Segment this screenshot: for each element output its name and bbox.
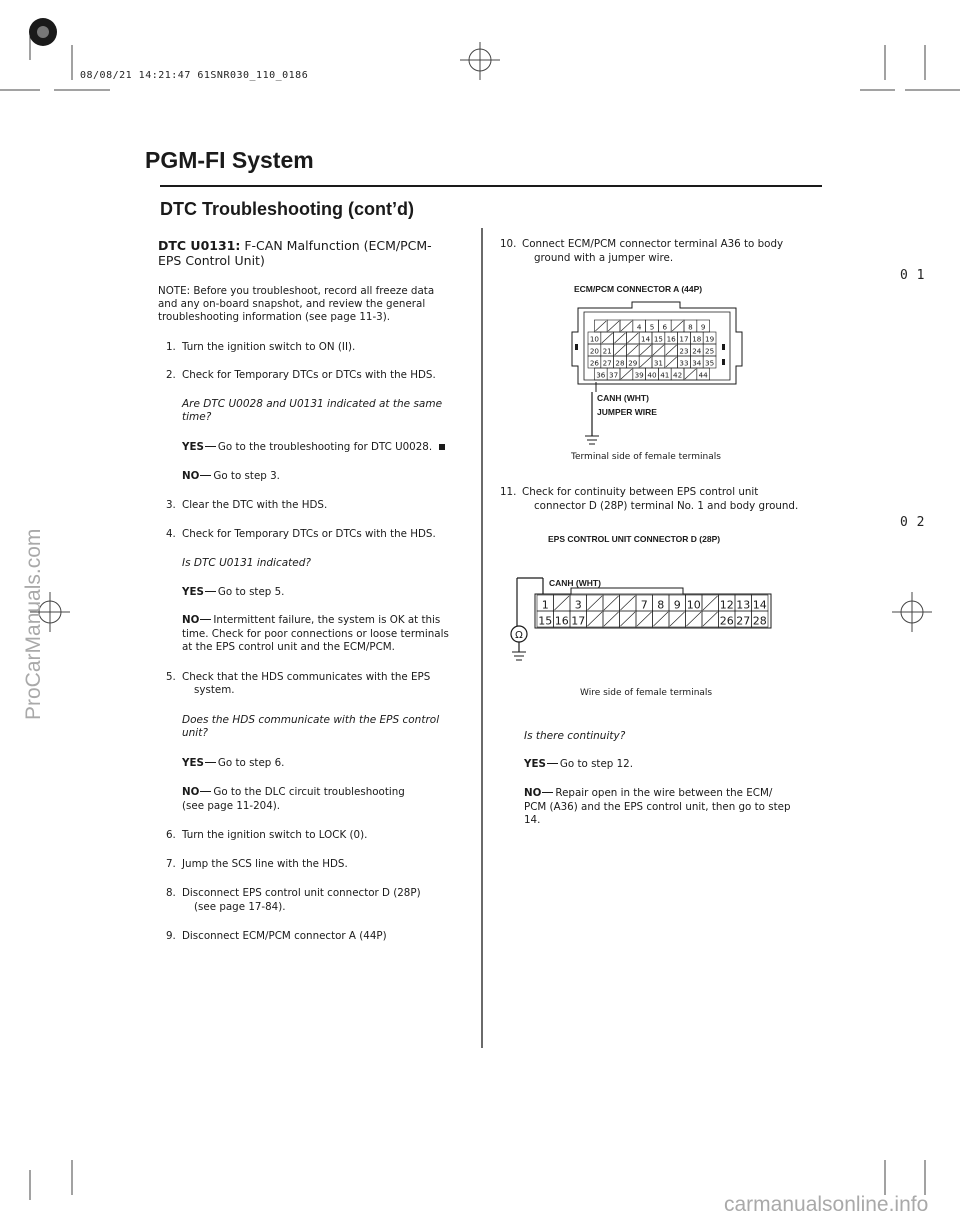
- step-8-number: 8.: [166, 887, 176, 899]
- ecm-terminal-terminal-label: 23: [679, 346, 689, 356]
- step-11-no-text-line2: PCM (A36) and the EPS control unit, then go to step: [524, 801, 791, 813]
- eps-terminal-unused-terminal: [654, 612, 669, 626]
- step-6-text: Turn the ignition switch to LOCK (0).: [182, 829, 368, 841]
- note-line1: NOTE: Before you troubleshoot, record all freeze data: [158, 285, 435, 297]
- ecm-terminal-terminal-label: 29: [628, 358, 638, 368]
- eps-terminal-terminal-label: 15: [538, 614, 553, 628]
- step-5-no-text-line1: Go to the DLC circuit troubleshooting: [213, 786, 405, 798]
- step-2-no-text: Go to step 3.: [213, 470, 280, 482]
- eps-terminal-unused-terminal: [555, 596, 570, 610]
- eps-connector-title: EPS CONTROL UNIT CONNECTOR D (28P): [548, 534, 721, 544]
- step-7-text: Jump the SCS line with the HDS.: [182, 858, 348, 870]
- ecm-terminal-unused-terminal: [653, 345, 664, 355]
- step-11-number: 11.: [500, 486, 517, 498]
- step-3-number: 3.: [166, 499, 176, 511]
- step-11-yes-answer: [524, 758, 633, 772]
- ecm-caption: Terminal side of female terminals: [571, 452, 721, 462]
- eps-terminal-terminal-label: 8: [657, 598, 665, 612]
- eps-terminal-terminal-label: 16: [554, 614, 569, 628]
- section-subtitle: DTC Troubleshooting (cont’d): [160, 199, 414, 219]
- ecm-terminal-terminal-label: 34: [692, 358, 702, 368]
- dtc-description-line1: F-CAN Malfunction (ECM/PCM-: [244, 238, 432, 253]
- ecm-terminal-unused-terminal: [666, 357, 677, 367]
- ecm-terminal-terminal-label: 44: [698, 370, 708, 380]
- step-4-no-text-line1: Intermittent failure, the system is OK at this: [213, 614, 441, 626]
- step-5-text-line2: system.: [194, 684, 235, 696]
- step-10-text-line2: ground with a jumper wire.: [534, 252, 674, 264]
- eps-terminal-unused-terminal: [637, 612, 652, 626]
- eps-terminal-unused-terminal: [703, 596, 718, 610]
- step-1-text: Turn the ignition switch to ON (II).: [182, 341, 356, 353]
- note-line2: and any on-board snapshot, and review the general: [158, 298, 426, 310]
- step-11-no-text-line1: Repair open in the wire between the ECM/: [555, 787, 773, 799]
- step-11-text-line2: connector D (28P) terminal No. 1 and body ground.: [534, 500, 799, 512]
- step-10-number: 10.: [500, 238, 517, 250]
- ecm-connector-diagram: [570, 296, 750, 448]
- step-11-text-line1: Check for continuity between EPS control unit: [522, 486, 759, 498]
- step-5-no-answer: [182, 786, 405, 800]
- eps-terminal-unused-terminal: [588, 612, 603, 626]
- note-line3: troubleshooting information (see page 11-3).: [158, 311, 391, 323]
- ecm-terminal-unused-terminal: [595, 321, 606, 331]
- dtc-code: DTC U0131:: [158, 238, 241, 253]
- no-label: NO: [182, 614, 200, 626]
- eps-terminal-unused-terminal: [703, 612, 718, 626]
- yes-label: YES: [182, 441, 204, 453]
- step-3-text: Clear the DTC with the HDS.: [182, 499, 328, 511]
- yes-label: YES: [182, 586, 204, 598]
- end-mark-icon: [439, 444, 445, 450]
- ecm-terminal-unused-terminal: [615, 333, 626, 343]
- step-5-question-line1: Does the HDS communicate with the EPS control: [182, 714, 440, 726]
- yes-label: YES: [524, 758, 546, 770]
- ecm-terminal-terminal-label: 28: [615, 358, 625, 368]
- ecm-terminal-unused-terminal: [627, 333, 638, 343]
- eps-terminal-terminal-label: 10: [686, 598, 701, 612]
- ecm-terminal-unused-terminal: [621, 321, 632, 331]
- ecm-terminal-terminal-label: 41: [660, 370, 670, 380]
- no-label: NO: [182, 786, 200, 798]
- step-7-number: 7.: [166, 858, 176, 870]
- ecm-jumper-label: JUMPER WIRE: [597, 407, 657, 417]
- step-2-no-answer: [182, 470, 280, 484]
- ecm-terminal-terminal-label: 24: [692, 346, 702, 356]
- eps-terminal-unused-terminal: [621, 612, 636, 626]
- eps-terminal-unused-terminal: [604, 612, 619, 626]
- step-4-yes-text: Go to step 5.: [217, 586, 285, 598]
- ecm-terminal-unused-terminal: [640, 345, 651, 355]
- eps-terminal-unused-terminal: [687, 612, 702, 626]
- eps-terminal-terminal-label: 9: [673, 598, 681, 612]
- ecm-terminal-unused-terminal: [615, 345, 626, 355]
- step-5-yes-answer: [182, 757, 284, 771]
- step-8-text-line1: Disconnect EPS control unit connector D (28P): [182, 887, 421, 899]
- eps-connector-diagram: [505, 572, 775, 664]
- ecm-terminal-unused-terminal: [621, 369, 632, 379]
- ecm-wire-label: CANH (WHT): [597, 393, 649, 403]
- ecm-terminal-terminal-label: 16: [666, 334, 676, 344]
- step-6-number: 6.: [166, 829, 176, 841]
- print-stamp: 08/08/21 14:21:47 61SNR030_110_0186: [80, 70, 309, 81]
- ecm-terminal-terminal-label: 27: [602, 358, 612, 368]
- step-9-text: Disconnect ECM/PCM connector A (44P): [182, 930, 387, 942]
- ecm-terminal-terminal-label: 26: [589, 358, 599, 368]
- step-9-number: 9.: [166, 930, 176, 942]
- step-11-no-text-line3: 14.: [524, 814, 541, 826]
- ecm-terminal-terminal-label: 31: [653, 358, 663, 368]
- eps-wire-label: CANH (WHT): [549, 578, 601, 588]
- step-5-question-line2: unit?: [182, 727, 208, 739]
- step-4-number: 4.: [166, 528, 176, 540]
- ecm-terminal-terminal-label: 4: [636, 322, 642, 332]
- eps-terminal-terminal-label: 17: [571, 614, 586, 628]
- ecm-terminal-unused-terminal: [627, 345, 638, 355]
- step-11-no-answer: [524, 787, 772, 801]
- step-5-yes-text: Go to step 6.: [217, 757, 285, 769]
- ecm-terminal-terminal-label: 20: [589, 346, 599, 356]
- step-4-text: Check for Temporary DTCs or DTCs with the HDS.: [182, 528, 436, 540]
- ecm-terminal-terminal-label: 14: [641, 334, 651, 344]
- step-2-text: Check for Temporary DTCs or DTCs with the HDS.: [182, 369, 436, 381]
- dtc-heading: [158, 238, 432, 253]
- step-4-no-text-line2: time. Check for poor connections or loose terminals: [182, 628, 449, 640]
- right-mark-1: 0 1: [900, 268, 925, 283]
- step-2-number: 2.: [166, 369, 176, 381]
- ecm-terminal-unused-terminal: [666, 345, 677, 355]
- step-4-question: Is DTC U0131 indicated?: [182, 557, 311, 569]
- step-5-text-line1: Check that the HDS communicates with the EPS: [182, 671, 431, 683]
- eps-terminal-terminal-label: 1: [541, 598, 549, 612]
- step-4-no-text-line3: at the EPS control unit and the ECM/PCM.: [182, 641, 395, 653]
- ecm-terminal-unused-terminal: [608, 321, 619, 331]
- ecm-terminal-terminal-label: 39: [634, 370, 644, 380]
- step-5-number: 5.: [166, 671, 176, 683]
- step-1-number: 1.: [166, 341, 176, 353]
- ecm-terminal-unused-terminal: [672, 321, 683, 331]
- eps-terminal-terminal-label: 26: [719, 614, 734, 628]
- svg-text:Ω: Ω: [515, 630, 523, 641]
- eps-terminal-terminal-label: 28: [752, 614, 767, 628]
- step-11-yes-text: Go to step 12.: [559, 758, 633, 770]
- ecm-terminal-terminal-label: 35: [705, 358, 715, 368]
- eps-terminal-terminal-label: 27: [736, 614, 751, 628]
- step-2-yes-text: Go to the troubleshooting for DTC U0028.: [217, 441, 433, 453]
- no-label: NO: [182, 470, 200, 482]
- step-2-question-line2: time?: [182, 411, 212, 423]
- step-2-question-line1: Are DTC U0028 and U0131 indicated at the same: [182, 398, 443, 410]
- step-4-no-answer: [182, 614, 440, 628]
- ecm-terminal-terminal-label: 15: [653, 334, 663, 344]
- ecm-terminal-terminal-label: 33: [679, 358, 689, 368]
- ecm-terminal-terminal-label: 10: [589, 334, 599, 344]
- eps-terminal-unused-terminal: [588, 596, 603, 610]
- eps-terminal-terminal-label: 3: [574, 598, 582, 612]
- right-mark-2: 0 2: [900, 515, 925, 530]
- ecm-terminal-terminal-label: 8: [688, 322, 693, 332]
- ecm-terminal-terminal-label: 37: [609, 370, 619, 380]
- ecm-terminal-terminal-label: 40: [647, 370, 657, 380]
- ecm-terminal-unused-terminal: [640, 357, 651, 367]
- eps-caption: Wire side of female terminals: [580, 688, 713, 698]
- step-10-text-line1: Connect ECM/PCM connector terminal A36 to body: [522, 238, 784, 250]
- yes-label: YES: [182, 757, 204, 769]
- ecm-terminal-terminal-label: 18: [692, 334, 702, 344]
- ecm-terminal-terminal-label: 5: [649, 322, 655, 332]
- eps-terminal-terminal-label: 7: [640, 598, 648, 612]
- step-2-yes-answer: [182, 441, 445, 455]
- ecm-terminal-terminal-label: 21: [602, 346, 612, 356]
- ecm-terminal-terminal-label: 42: [673, 370, 683, 380]
- step-11-question: Is there continuity?: [524, 730, 626, 742]
- step-4-yes-answer: [182, 586, 284, 600]
- ecm-terminal-terminal-label: 17: [679, 334, 689, 344]
- ecm-terminal-unused-terminal: [685, 369, 696, 379]
- ecm-connector-title: ECM/PCM CONNECTOR A (44P): [574, 284, 703, 294]
- ecm-terminal-unused-terminal: [602, 333, 613, 343]
- footer-watermark: carmanualsonline.info: [724, 1193, 929, 1216]
- eps-terminal-terminal-label: 13: [736, 598, 751, 612]
- ecm-terminal-terminal-label: 19: [705, 334, 715, 344]
- dtc-description-line2: EPS Control Unit): [158, 253, 265, 268]
- step-5-no-text-line2: (see page 11-204).: [182, 800, 281, 812]
- ecm-terminal-terminal-label: 6: [662, 322, 668, 332]
- eps-terminal-unused-terminal: [670, 612, 685, 626]
- ecm-terminal-terminal-label: 36: [596, 370, 606, 380]
- ecm-terminal-terminal-label: 9: [700, 322, 706, 332]
- side-watermark: ProCarManuals.com: [22, 528, 45, 720]
- eps-terminal-terminal-label: 14: [752, 598, 767, 612]
- step-8-text-line2: (see page 17-84).: [194, 901, 286, 913]
- ecm-terminal-terminal-label: 25: [705, 346, 715, 356]
- eps-terminal-terminal-label: 12: [719, 598, 734, 612]
- page-title: PGM-FI System: [145, 147, 314, 173]
- eps-terminal-unused-terminal: [604, 596, 619, 610]
- eps-terminal-unused-terminal: [621, 596, 636, 610]
- no-label: NO: [524, 787, 542, 799]
